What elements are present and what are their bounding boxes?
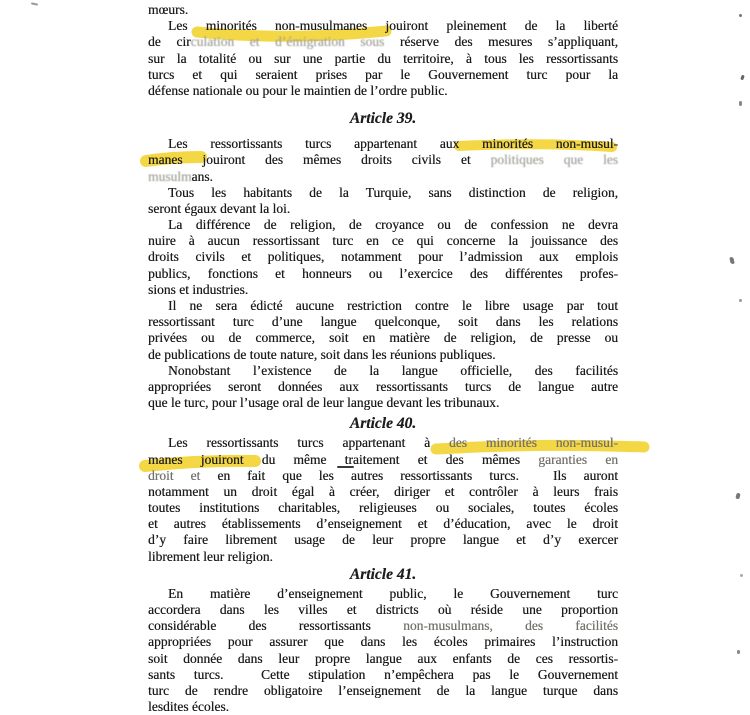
text-line	[148, 201, 618, 217]
scan-speck	[739, 299, 742, 302]
text-line	[148, 233, 618, 249]
text-segment: manes jouiront des mêmes droits civils et	[148, 152, 491, 168]
text-line	[148, 330, 618, 346]
text-column	[148, 2, 618, 715]
text-segment: ressortissant turc d’une langue quelconque, soit dans les relations	[148, 314, 618, 330]
text-line	[148, 468, 618, 484]
text-line	[148, 169, 618, 185]
text-line	[148, 699, 618, 715]
text-line	[148, 484, 618, 500]
text-line	[148, 618, 618, 634]
text-line	[148, 549, 618, 565]
text-line	[148, 452, 618, 468]
text-line	[148, 136, 618, 152]
text-line	[148, 363, 618, 379]
text-segment: librement leur religion.	[148, 548, 273, 564]
article-heading: Article 41.	[349, 565, 417, 583]
text-segment: considérable des ressortissants	[148, 618, 404, 634]
text-line	[148, 651, 618, 667]
text-segment: seront égaux devant la loi.	[148, 200, 291, 216]
text-segment: soit donnée dans leur propre langue aux enfants de ces ressortis-	[148, 650, 618, 666]
text-segment: en fait que les autres ressortissants turcs. Ils auront	[200, 467, 618, 483]
smudged-text-segment: des minorités non-musul-	[449, 435, 618, 451]
smudged-text-segment: politiques que les	[490, 152, 618, 168]
text-segment: mœurs.	[148, 2, 189, 17]
text-segment: La différence de religion, de croyance ou de confession ne devra	[168, 217, 618, 233]
scan-speck	[737, 650, 740, 654]
text-line	[148, 51, 618, 67]
text-segment: sants turcs. Cette stipulation n’empêchera pas le Gouvernement	[148, 666, 618, 682]
text-segment: Les minorités non-musulmanes jouiront pleinement de la liberté	[168, 18, 618, 34]
text-segment: droits civils et politiques, notamment pour l’admission aux emplois	[148, 249, 618, 265]
text-segment: appropriées pour assurer que dans les écoles primaires l’instruction	[148, 634, 618, 650]
text-line	[148, 83, 618, 99]
text-segment: nuire à aucun ressortissant turc en ce qui concerne la jouissance des	[148, 233, 618, 249]
smudged-text-segment: droit et	[148, 467, 201, 483]
text-segment: d’y faire librement usage de leur propre langue et d’y exercer	[148, 532, 618, 548]
text-segment: privées ou de commerce, soit en matière de religion, de presse ou	[148, 330, 618, 346]
text-segment: défense nationale ou pour le maintien de l’ordre public.	[148, 82, 448, 98]
text-segment: ans.	[191, 168, 213, 184]
text-segment: En matière d’enseignement public, le Gouvernement turc	[168, 585, 618, 601]
text-segment: appropriées seront données aux ressortissants turcs de langue autre	[148, 378, 618, 394]
text-segment: de cir	[148, 34, 191, 50]
text-segment: accordera dans les villes et districts où réside une proportion	[148, 602, 618, 617]
smudged-text-segment: garanties en	[538, 451, 618, 467]
text-segment: lesdites écoles.	[148, 699, 229, 715]
text-line	[148, 217, 618, 233]
text-line	[148, 67, 618, 83]
text-line	[148, 683, 618, 699]
text-line	[148, 249, 618, 265]
text-segment: turcs et qui seraient prises par le Gouvernement turc pour la	[148, 66, 618, 82]
text-line	[148, 2, 618, 18]
article-heading: Article 39.	[349, 110, 417, 128]
text-line	[148, 379, 618, 395]
smudged-text-segment: des facilités	[492, 618, 618, 634]
text-line	[148, 586, 618, 602]
scan-speck	[729, 257, 734, 265]
text-line	[148, 395, 618, 411]
text-segment: toutes institutions charitables, religieuses ou sociales, toutes écoles	[148, 500, 618, 516]
text-segment: manes jouiront du même traitement et des mêmes	[148, 451, 539, 467]
scan-speck	[740, 574, 743, 577]
text-segment: publics, fonctions et honneurs ou l’exercice des différentes profes-	[148, 265, 618, 281]
scan-speck	[740, 75, 745, 81]
text-line	[148, 152, 618, 168]
ink-mark	[337, 466, 354, 468]
smudged-text-segment: musulm	[148, 168, 192, 184]
text-line	[148, 602, 618, 618]
text-line	[148, 500, 618, 516]
text-segment: sions et industries.	[148, 281, 249, 297]
text-line	[148, 516, 618, 532]
text-line	[148, 634, 618, 650]
smudged-text-segment: culation et d’émigration sous	[190, 34, 385, 50]
scan-speck	[739, 101, 742, 106]
text-segment: Les ressortissants turcs appartenant aux minorités non-musul-	[168, 136, 618, 152]
text-line	[148, 532, 618, 548]
text-line	[148, 667, 618, 683]
scan-speck	[739, 14, 742, 17]
text-segment: notamment un droit égal à créer, diriger et contrôler à leurs frais	[148, 483, 618, 499]
text-line	[148, 185, 618, 201]
text-line	[148, 347, 618, 363]
text-segment: Tous les habitants de la Turquie, sans distinction de religion,	[168, 184, 618, 200]
text-segment: de publications de toute nature, soit dans les réunions publiques.	[148, 346, 496, 362]
article-heading: Article 40.	[349, 415, 417, 433]
smudged-text-segment: non-musulmans,	[403, 618, 493, 634]
text-segment: Nonobstant l’existence de la langue officielle, des facilités	[168, 362, 618, 378]
text-segment: turc de rendre obligatoire l’enseignement de la langue turque dans	[148, 682, 618, 698]
text-line	[148, 298, 618, 314]
text-segment: sur la totalité ou sur une partie du territoire, à tous les ressortissants	[148, 50, 618, 66]
text-segment: que le turc, pour l’usage oral de leur langue devant les tribunaux.	[148, 395, 500, 411]
text-line	[148, 266, 618, 282]
text-segment: Il ne sera édicté aucune restriction contre le libre usage par tout	[168, 298, 618, 313]
scan-speck	[735, 493, 740, 500]
text-segment: réserve des mesures s’appliquant,	[384, 34, 618, 50]
text-line	[148, 282, 618, 298]
text-line	[148, 435, 618, 451]
text-line	[148, 34, 618, 50]
scan-speck	[31, 2, 38, 5]
text-line	[148, 18, 618, 34]
text-segment: et autres établissements d’enseignement et d’éducation, avec le droit	[148, 516, 618, 532]
text-segment: Les ressortissants turcs appartenant à	[168, 435, 450, 451]
text-line	[148, 314, 618, 330]
